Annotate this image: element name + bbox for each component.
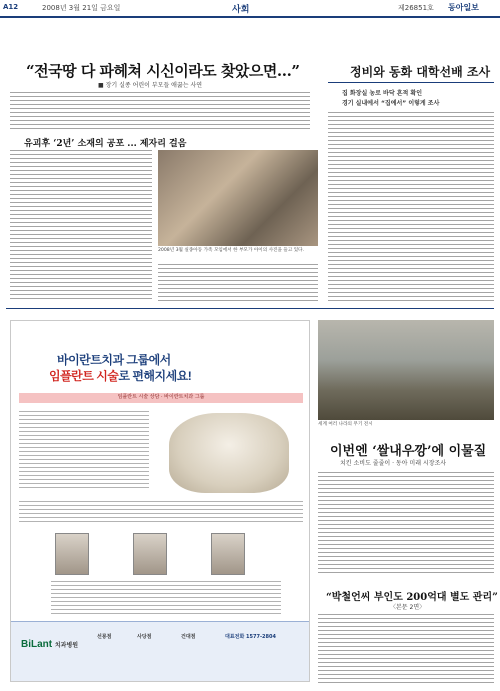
ad-title-rest: 로 편해지세요! (118, 369, 192, 383)
branch-name: 선릉점 (97, 634, 112, 640)
story2-body (328, 112, 494, 302)
story1-deck: ■ 장기 실종 어린이 부모들 애끓는 사연 (98, 82, 203, 89)
ad-box (10, 320, 310, 682)
story2-headline: 정비와 동화 대학선배 조사 (350, 65, 491, 79)
doctor-profiles (51, 581, 281, 615)
page-number: A12 (3, 3, 19, 11)
story3-body (318, 472, 494, 576)
story4-body (318, 614, 494, 684)
story4-headline: “박철언씨 부인도 200억대 별도 관리” (326, 592, 498, 603)
ad-strip: 임플란트 시술 상담 · 바이란트치과 그룹 (19, 393, 303, 403)
ad-title-line2 (49, 367, 191, 384)
issue-date: 2008년 3월 21일 금요일 (42, 4, 121, 12)
story3-photo (318, 320, 494, 420)
ad-footer (11, 621, 309, 681)
story3-headline: 이번엔 ‘쌀내우깡’에 이물질 (330, 444, 487, 459)
doctor-photo (133, 533, 167, 575)
issue-number: 제26851호 (398, 4, 434, 12)
ad-body-text (19, 411, 149, 491)
doctor-photo (211, 533, 245, 575)
story1-photo-caption: 2008년 3월 실종아동 가족 모임에서 한 부모가 아이의 사진을 들고 있다. (158, 248, 305, 253)
logo-sub: 치과병원 (54, 643, 79, 649)
divider (6, 308, 494, 309)
branch-name: 건대점 (181, 634, 196, 640)
doctor-photo (55, 533, 89, 575)
branch-name: 사당점 (137, 634, 152, 640)
divider (328, 82, 494, 83)
newspaper-brand: 동아일보 (448, 3, 479, 12)
story1-body-col (10, 150, 152, 300)
story1-body (10, 92, 310, 130)
story1-headline: “전국땅 다 파헤쳐 시신이라도 찾았으면…” (26, 62, 300, 80)
story2-sub2: 경기 실내에서 “집에서” 이렇게 조사 (342, 100, 440, 107)
story3-deck: 치킨 소비도 줄줄이 · 동아 미래 시장조사 (340, 460, 447, 467)
section-title: 사회 (232, 5, 250, 15)
story1-photo (158, 150, 318, 246)
phone-number: 대표전화 1577-2804 (225, 634, 276, 640)
logo-text: BiLant (21, 639, 53, 650)
story2-sub1: 집 화장실 농로 바닥 흔적 확인 (342, 90, 422, 97)
story1-second-headline: 유괴후 ‘2년’ 소재의 공포 ... 제자리 걸음 (24, 139, 187, 149)
bilant-logo (21, 639, 78, 650)
story1-body-col2 (158, 264, 318, 302)
page-header (0, 0, 500, 18)
implant-tooth-image (169, 413, 289, 493)
ad-body-text2 (19, 501, 303, 523)
ad-title-line1: 바이란트치과 그룹에서 (57, 353, 171, 367)
story3-photo-caption: 세계 여러 나라의 무기 전시 (318, 422, 373, 427)
ad-title-highlight: 임플란트 시술 (49, 369, 119, 383)
story4-deck: 〈본문 2면〉 (390, 604, 426, 611)
